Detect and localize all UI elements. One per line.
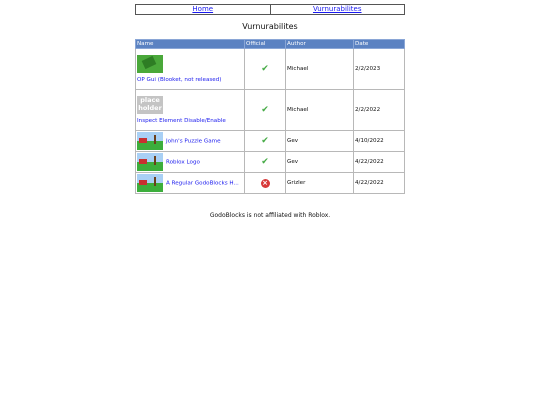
author-cell: Gev bbox=[286, 131, 354, 152]
col-name: Name bbox=[136, 40, 245, 49]
landscape-thumbnail-icon[interactable] bbox=[137, 153, 163, 171]
cross-icon: × bbox=[262, 178, 268, 187]
placeholder-thumbnail-icon[interactable]: place holder bbox=[138, 96, 162, 112]
vulns-table bbox=[135, 39, 405, 194]
date-cell: 2/2/2023 bbox=[354, 49, 405, 90]
author-cell: Grizler bbox=[286, 173, 354, 194]
author-cell: Gev bbox=[286, 152, 354, 173]
official-cell bbox=[245, 152, 286, 173]
date-cell: 4/10/2022 bbox=[354, 131, 405, 152]
nav-home-link[interactable]: Home bbox=[192, 5, 214, 13]
date-cell: 4/22/2022 bbox=[354, 152, 405, 173]
landscape-thumbnail-icon[interactable] bbox=[137, 132, 163, 150]
author-cell: Michael bbox=[286, 49, 354, 90]
check-icon: ✔ bbox=[261, 64, 269, 74]
item-name-link[interactable]: Inspect Element Disable/Enable bbox=[137, 118, 226, 124]
check-icon: ✔ bbox=[261, 105, 269, 115]
table-header-row bbox=[136, 40, 405, 49]
green-thumbnail-icon[interactable] bbox=[137, 55, 163, 73]
table-row bbox=[136, 173, 405, 194]
item-name-link[interactable]: Roblox Logo bbox=[166, 159, 200, 166]
official-cell bbox=[245, 49, 286, 90]
table-row bbox=[136, 131, 405, 152]
item-name-link[interactable]: OP Gui (Blooket, not released) bbox=[137, 77, 222, 83]
name-cell[interactable] bbox=[136, 131, 245, 152]
col-author: Author bbox=[286, 40, 354, 49]
official-cell bbox=[245, 173, 286, 194]
item-name-link[interactable]: John's Puzzle Game bbox=[166, 138, 221, 145]
table-row bbox=[136, 49, 405, 90]
name-cell[interactable] bbox=[136, 90, 245, 131]
item-name-link[interactable]: A Regular GodoBlocks H... bbox=[166, 180, 239, 187]
table-row bbox=[136, 152, 405, 173]
date-cell: 4/22/2022 bbox=[354, 173, 405, 194]
official-cell bbox=[245, 131, 286, 152]
footer-disclaimer: GodoBlocks is not affiliated with Roblox. bbox=[209, 212, 331, 219]
date-cell: 2/2/2022 bbox=[354, 90, 405, 131]
table-row bbox=[136, 90, 405, 131]
check-icon: ✔ bbox=[261, 157, 269, 167]
top-nav bbox=[135, 4, 405, 15]
col-date: Date bbox=[354, 40, 405, 49]
nav-vulns-link[interactable]: Vurnurabilites bbox=[270, 5, 405, 14]
name-cell[interactable] bbox=[136, 173, 245, 194]
official-cell bbox=[245, 90, 286, 131]
landscape-thumbnail-icon[interactable] bbox=[137, 174, 163, 192]
name-cell[interactable] bbox=[136, 49, 245, 90]
check-icon: ✔ bbox=[261, 136, 269, 146]
name-cell[interactable] bbox=[136, 152, 245, 173]
author-cell: Michael bbox=[286, 90, 354, 131]
col-official: Official bbox=[245, 40, 286, 49]
page-title: Vurnurabilites bbox=[242, 22, 298, 31]
